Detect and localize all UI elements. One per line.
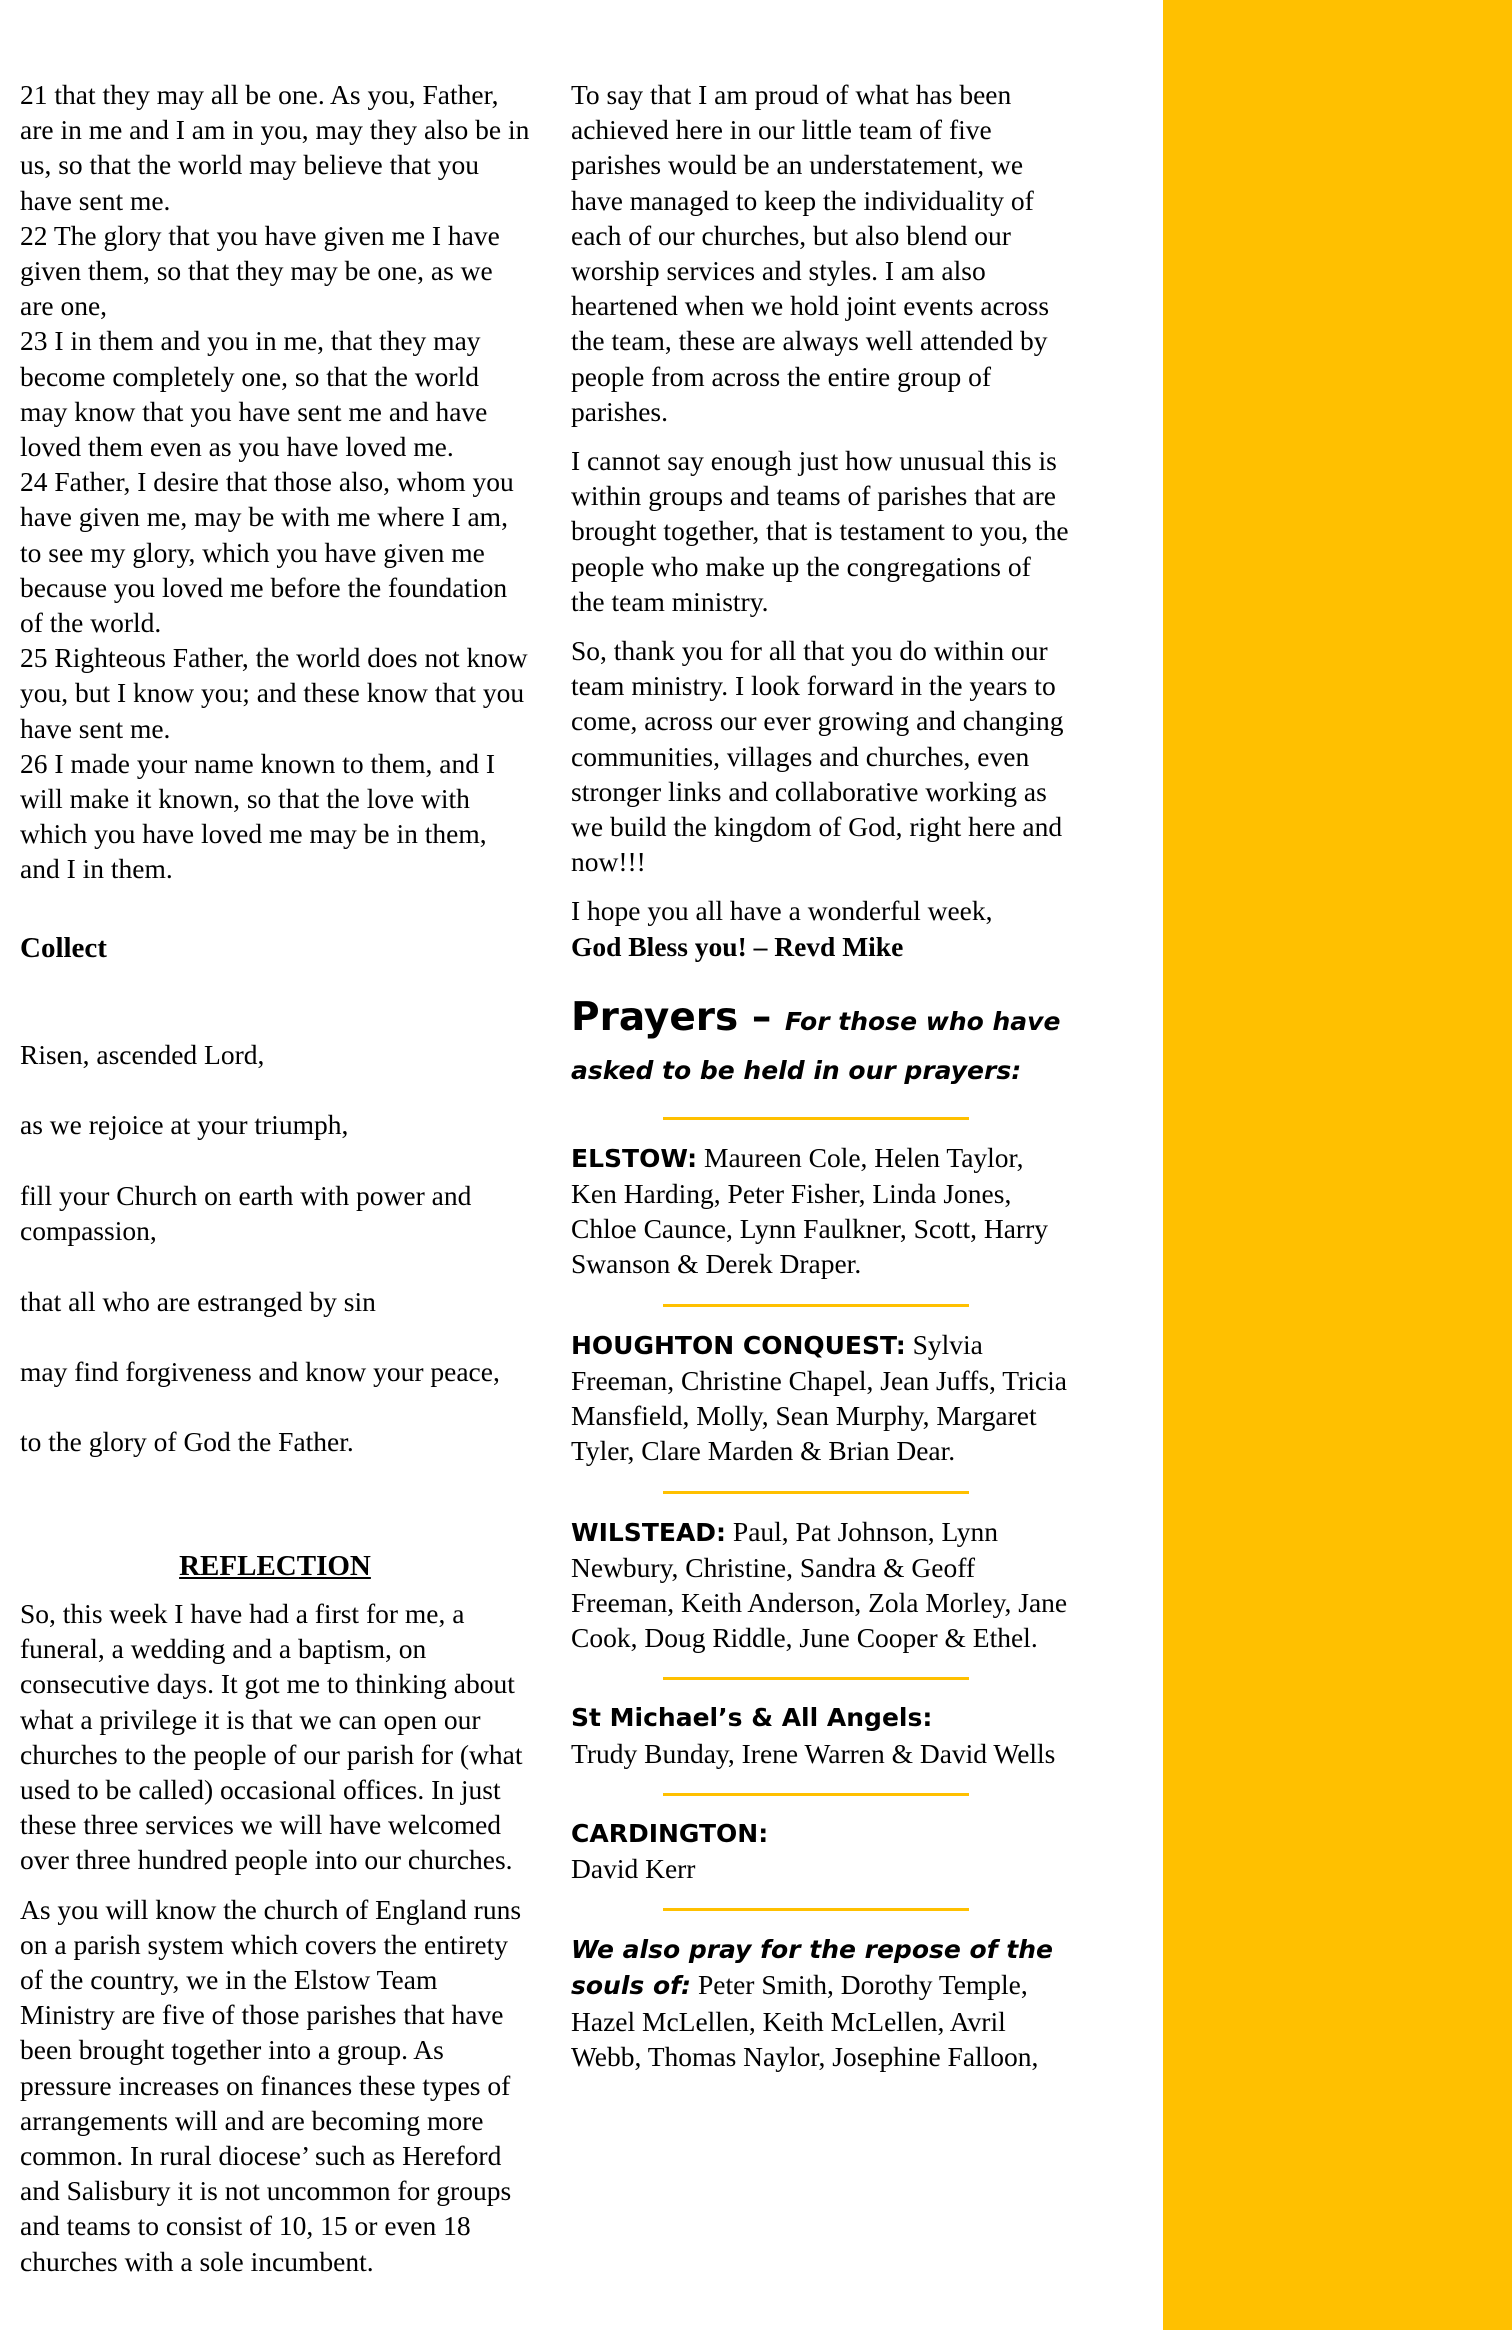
group-people: Sylvia Freeman, Christine Chapel, Jean Juffs, Tricia Mansfield, Molly, Sean Murphy, Margaret Tyler, Clare Marden & Brian Dear. xyxy=(571,1328,1067,1467)
collect-line: that all who are estranged by sin xyxy=(20,1285,376,1317)
accent-sidebar xyxy=(1163,0,1512,2330)
prayer-group-wilstead xyxy=(571,1514,1071,1656)
collect-line: as we rejoice at your triumph, xyxy=(20,1109,349,1141)
group-people: David Kerr xyxy=(571,1852,696,1884)
prayers-title: Prayers – xyxy=(571,994,785,1040)
repose-list xyxy=(571,1931,1071,2074)
prayers-subtitle: For those who have asked to be held in our prayers: xyxy=(571,1006,1061,1085)
group-name: HOUGHTON CONQUEST: xyxy=(571,1330,906,1360)
scripture-verse-23: 23 I in them and you in me, that they may become completely one, so that the world may know that you have sent me and have loved them even as you have loved me. xyxy=(20,325,488,463)
collect-heading: Collect xyxy=(20,931,107,964)
reflection-paragraph: I cannot say enough just how unusual this is within groups and teams of parishes that are brought together, that is testament to you, the people who make up the congregations of the team ministry. xyxy=(571,445,1069,617)
collect-prayer xyxy=(20,1002,530,1495)
collect-line: fill your Church on earth with power and compassion, xyxy=(20,1179,472,1247)
divider xyxy=(663,1677,969,1680)
divider xyxy=(663,1908,969,1911)
prayer-group-elstow xyxy=(571,1140,1071,1282)
right-column xyxy=(571,77,1071,2074)
reflection-paragraph: To say that I am proud of what has been achieved here in our little team of five parishes would be an understatement, we have managed to keep the individuality of each of our churches, but also blend our worship services and styles. I am also heartened when we hold joint events across the team, these are always well attended by people from across the entire group of parishes. xyxy=(571,79,1050,427)
divider xyxy=(663,1304,969,1307)
group-name: ELSTOW: xyxy=(571,1143,698,1173)
reflection-paragraph: So, this week I have had a first for me, a funeral, a wedding and a baptism, on consecutive days. It got me to thinking about what a privilege it is that we can open our churches to the people of our parish for (what used to be called) occasional offices. In just these three services we will have welcomed over three hundred people into our churches. xyxy=(20,1597,523,1876)
group-people: Paul, Pat Johnson, Lynn Newbury, Christine, Sandra & Geoff Freeman, Keith Anderson, Zola Morley, Jane Cook, Doug Riddle, June Cooper & Ethel. xyxy=(571,1515,1068,1654)
divider xyxy=(663,1117,969,1120)
reflection-paragraph: As you will know the church of England runs on a parish system which covers the entirety of the country, we in the Elstow Team Ministry are five of those parishes that have been brought together into a group. As pressure increases on finances these types of arrangements will and are becoming more common. In rural diocese’ such as Hereford and Salisbury it is not uncommon for groups and teams to consist of 10, 15 or even 18 churches with a sole incumbent. xyxy=(20,1893,522,2277)
scripture-verse-24: 24 Father, I desire that those also, whom you have given me, may be with me where I am, to see my glory, which you have given me because you loved me before the foundation of the world. xyxy=(20,466,514,639)
divider xyxy=(663,1491,969,1494)
divider xyxy=(663,1793,969,1796)
prayers-header xyxy=(571,994,1071,1095)
scripture-verse-21: 21 that they may all be one. As you, Father, are in me and I am in you, may they also be in us, so that the world may believe that you have sent me. xyxy=(20,79,530,216)
collect-line: to the glory of God the Father. xyxy=(20,1426,354,1458)
collect-line: Risen, ascended Lord, xyxy=(20,1039,265,1071)
group-people: Trudy Bunday, Irene Warren & David Wells xyxy=(571,1737,1056,1769)
prayer-group-st-michaels xyxy=(571,1700,1071,1770)
repose-label: We also pray for the repose of the souls of: xyxy=(571,1935,1054,2001)
collect-line: may find forgiveness and know your peace, xyxy=(20,1355,500,1387)
closing-line: I hope you all have a wonderful week, xyxy=(571,895,993,927)
group-name: CARDINGTON: xyxy=(571,1818,769,1848)
reflection-heading: REFLECTION xyxy=(179,1549,371,1582)
scripture-verse-25: 25 Righteous Father, the world does not know you, but I know you; and these know that you have sent me. xyxy=(20,642,528,744)
group-name: WILSTEAD: xyxy=(571,1517,727,1547)
group-people: Maureen Cole, Helen Taylor, Ken Harding, Peter Fisher, Linda Jones, Chloe Caunce, Lynn Faulkner, Scott, Harry Swanson & Derek Draper. xyxy=(571,1141,1048,1280)
repose-people: Peter Smith, Dorothy Temple, Hazel McLellen, Keith McLellen, Avril Webb, Thomas Naylor, Josephine Falloon, xyxy=(571,1969,1039,2072)
reflection-paragraph: So, thank you for all that you do within our team ministry. I look forward in the years to come, across our ever growing and changing communities, villages and churches, even stronger links and collaborative working as we build the kingdom of God, right here and now!!! xyxy=(571,635,1064,878)
group-name: St Michael’s & All Angels: xyxy=(571,1703,933,1733)
scripture-verse-26: 26 I made your name known to them, and I will make it known, so that the love with which you have loved me may be in them, and I in them. xyxy=(20,747,496,885)
scripture-verse-22: 22 The glory that you have given me I have given them, so that they may be one, as we are one, xyxy=(20,219,500,322)
left-column xyxy=(20,77,530,2293)
signoff: God Bless you! – Revd Mike xyxy=(571,930,904,962)
prayer-group-houghton-conquest xyxy=(571,1327,1071,1469)
prayer-group-cardington xyxy=(571,1816,1071,1886)
